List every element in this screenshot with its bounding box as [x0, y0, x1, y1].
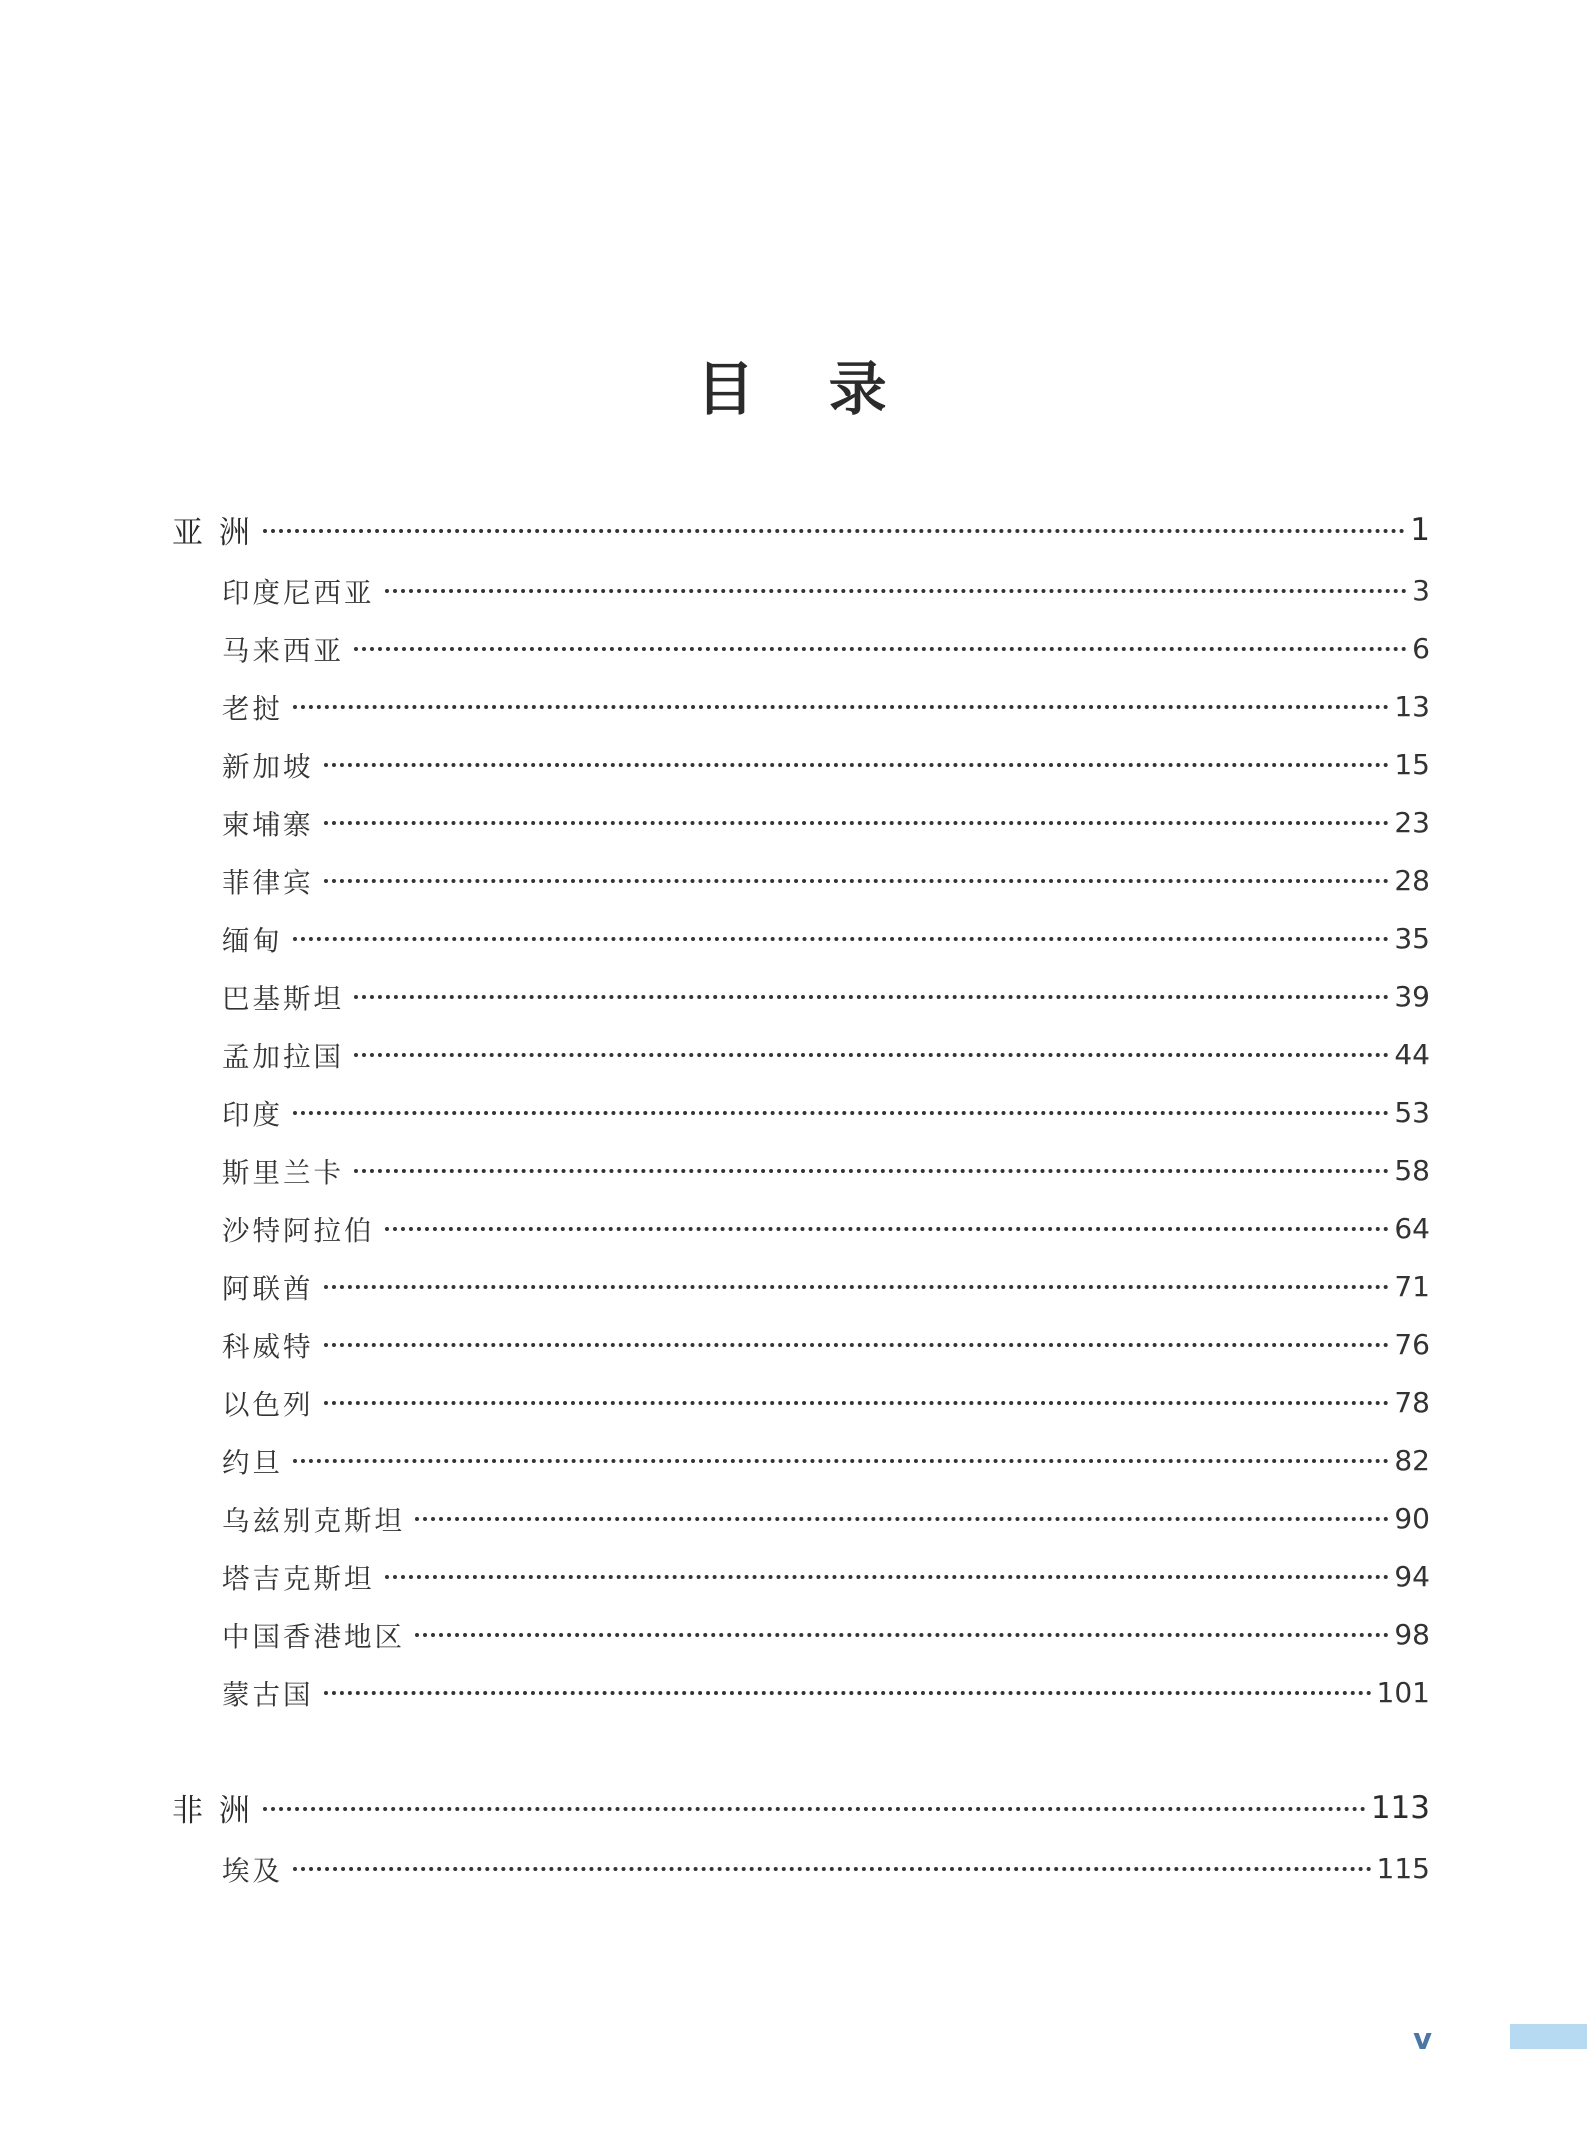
page-title: 目 录 [696, 355, 891, 423]
toc-entry [172, 1776, 1430, 1839]
toc-entry [172, 1373, 1430, 1431]
toc-entry-label: 新加坡 [222, 751, 314, 783]
toc-entry-page: 23 [1394, 805, 1430, 839]
dot-leader [324, 821, 1390, 825]
dot-leader [354, 647, 1407, 651]
toc-entry-label: 老挝 [222, 693, 283, 725]
toc-entry-label: 塔吉克斯坦 [222, 1563, 375, 1595]
toc-entry-label: 马来西亚 [222, 635, 344, 667]
page-edge-tab [1510, 2024, 1587, 2049]
dot-leader [324, 1285, 1390, 1289]
dot-leader [293, 705, 1389, 709]
toc-entry-label: 约旦 [222, 1447, 283, 1479]
toc-entry-page: 35 [1394, 921, 1430, 955]
toc-entry [172, 1199, 1430, 1257]
toc-entry-label: 科威特 [222, 1331, 314, 1363]
toc-entry [172, 1663, 1430, 1721]
toc-entry [172, 1025, 1430, 1083]
toc-entry-page: 64 [1394, 1211, 1430, 1245]
dot-leader [293, 1111, 1389, 1115]
toc-entry-page: 82 [1394, 1443, 1430, 1477]
toc-entry-page: 6 [1412, 631, 1430, 665]
dot-leader [385, 1575, 1390, 1579]
dot-leader [354, 1169, 1389, 1173]
toc-entry-label: 印度 [222, 1099, 283, 1131]
toc-entry [172, 1839, 1430, 1897]
dot-leader [324, 1691, 1372, 1695]
dot-leader [354, 995, 1389, 999]
toc-entry-label: 埃及 [222, 1855, 283, 1887]
toc-entry-label: 乌兹别克斯坦 [222, 1505, 405, 1537]
toc-entry [172, 1431, 1430, 1489]
toc-entry-page: 44 [1394, 1037, 1430, 1071]
toc-entry-label: 以色列 [222, 1389, 314, 1421]
toc-entry-page: 39 [1394, 979, 1430, 1013]
toc-entry-page: 90 [1394, 1501, 1430, 1535]
toc-entry-page: 15 [1394, 747, 1430, 781]
toc-entry-label: 中国香港地区 [222, 1621, 405, 1653]
toc-entry [172, 561, 1430, 619]
toc-entry-page: 53 [1394, 1095, 1430, 1129]
toc-entry-page: 78 [1394, 1385, 1430, 1419]
toc-entry [172, 851, 1430, 909]
toc-entry [172, 619, 1430, 677]
toc-entry [172, 1083, 1430, 1141]
toc-entry-label: 菲律宾 [222, 867, 314, 899]
toc-entry [172, 498, 1430, 561]
toc-entry-label: 印度尼西亚 [222, 577, 375, 609]
toc-entry-label: 亚 洲 [172, 515, 253, 551]
toc-entry-label: 蒙古国 [222, 1679, 314, 1711]
dot-leader [263, 529, 1405, 533]
dot-leader [415, 1517, 1389, 1521]
toc-entry [172, 1257, 1430, 1315]
toc-entry-label: 阿联酋 [222, 1273, 314, 1305]
toc-entry-page: 71 [1394, 1269, 1430, 1303]
dot-leader [324, 879, 1390, 883]
toc-entry [172, 793, 1430, 851]
toc-entry-page: 101 [1376, 1675, 1430, 1709]
toc-entry [172, 1489, 1430, 1547]
toc-entry [172, 909, 1430, 967]
toc-entry-label: 斯里兰卡 [222, 1157, 344, 1189]
dot-leader [415, 1633, 1389, 1637]
dot-leader [385, 589, 1408, 593]
toc-entry-page: 115 [1376, 1851, 1430, 1885]
dot-leader [385, 1227, 1390, 1231]
toc-entry [172, 967, 1430, 1025]
toc-entry [172, 1141, 1430, 1199]
toc-entry-page: 76 [1394, 1327, 1430, 1361]
toc-entry [172, 735, 1430, 793]
toc-entry-page: 58 [1394, 1153, 1430, 1187]
toc-entry-label: 沙特阿拉伯 [222, 1215, 375, 1247]
toc-entry-page: 113 [1370, 1789, 1430, 1826]
toc-entry-page: 98 [1394, 1617, 1430, 1651]
dot-leader [354, 1053, 1389, 1057]
dot-leader [324, 1401, 1390, 1405]
dot-leader [293, 1459, 1389, 1463]
toc-entry-page: 28 [1394, 863, 1430, 897]
page-number: v [1413, 2022, 1432, 2056]
toc-entry-page: 13 [1394, 689, 1430, 723]
dot-leader [293, 937, 1389, 941]
toc-entry-page: 1 [1410, 511, 1430, 548]
toc-entry-page: 3 [1412, 573, 1430, 607]
dot-leader [324, 763, 1390, 767]
dot-leader [293, 1867, 1372, 1871]
toc-entry [172, 1315, 1430, 1373]
toc-entry [172, 677, 1430, 735]
toc-entry-label: 缅甸 [222, 925, 283, 957]
toc-list [172, 498, 1430, 1897]
toc-entry-label: 孟加拉国 [222, 1041, 344, 1073]
toc-entry [172, 1605, 1430, 1663]
toc-entry [172, 1547, 1430, 1605]
dot-leader [324, 1343, 1390, 1347]
toc-entry-label: 非 洲 [172, 1793, 253, 1829]
dot-leader [263, 1807, 1366, 1811]
toc-entry-label: 巴基斯坦 [222, 983, 344, 1015]
toc-entry-page: 94 [1394, 1559, 1430, 1593]
toc-entry-label: 柬埔寨 [222, 809, 314, 841]
